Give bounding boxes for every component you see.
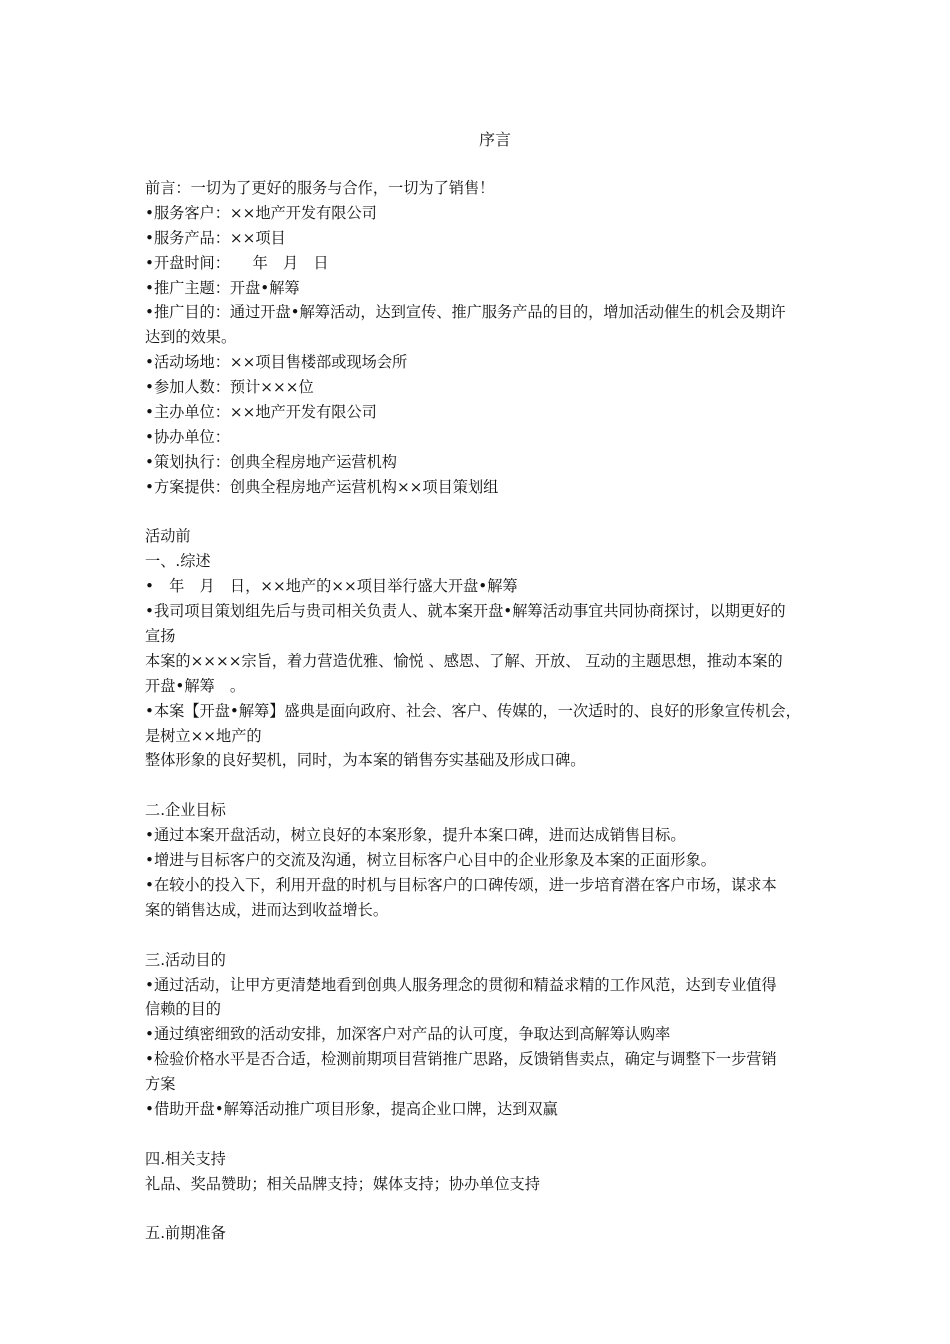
section-gap xyxy=(145,773,857,798)
document-body xyxy=(145,176,857,1246)
text-line: •推广主题：开盘•解筹 xyxy=(145,278,300,297)
text-line: • 年 月 日，××地产的××项目举行盛大开盘•解筹 xyxy=(145,577,518,596)
text-line: •我司项目策划组先后与贵司相关负责人、就本案开盘•解筹活动事宜共同协商探讨，以期更好的 xyxy=(145,602,786,621)
text-line: •策划执行：创典全程房地产运营机构 xyxy=(145,452,397,471)
text-line: 案的销售达成，进而达到收益增长。 xyxy=(145,900,388,919)
text-line: •开盘时间： 年 月 日 xyxy=(145,253,329,272)
text-line: 前言：一切为了更好的服务与合作，一切为了销售！ xyxy=(145,179,495,197)
document-section xyxy=(145,524,857,773)
text-line: 信赖的目的 xyxy=(145,1000,221,1019)
document-section xyxy=(145,1221,857,1246)
document-section xyxy=(145,176,857,500)
text-line: •方案提供：创典全程房地产运营机构××项目策划组 xyxy=(145,477,499,496)
section-gap xyxy=(145,1122,857,1147)
text-line: 方案 xyxy=(145,1075,176,1094)
text-line: 整体形象的良好契机，同时，为本案的销售夯实基础及形成口碑。 xyxy=(145,751,586,770)
text-line: •参加人数：预计×××位 xyxy=(145,378,314,397)
document-section xyxy=(145,1147,857,1197)
text-line: •活动场地：××项目售楼部或现场会所 xyxy=(145,353,408,372)
text-line: 宣扬 xyxy=(145,627,176,646)
text-line: 礼品、奖品赞助；相关品牌支持；媒体支持；协办单位支持 xyxy=(145,1174,540,1193)
text-line: 是树立××地产的 xyxy=(145,726,262,745)
text-line: 本案的××××宗旨，着力营造优雅、愉悦 、感恩、了解、开放、 互动的主题思想，推动本案的 xyxy=(145,651,783,670)
text-line: 开盘•解筹 。 xyxy=(145,676,246,695)
document-section xyxy=(145,798,857,922)
text-line: •借助开盘•解筹活动推广项目形象，提高企业口牌，达到双赢 xyxy=(145,1099,558,1118)
text-line: 四.相关支持 xyxy=(145,1149,226,1168)
text-line: •通过本案开盘活动，树立良好的本案形象，提升本案口碑，进而达成销售目标。 xyxy=(145,826,686,845)
text-line: 一、.综述 xyxy=(145,552,211,571)
section-gap xyxy=(145,923,857,948)
text-line: 五.前期准备 xyxy=(145,1224,226,1243)
text-line: 三.活动目的 xyxy=(145,950,226,969)
text-line: •推广目的：通过开盘•解筹活动，达到宣传、推广服务产品的目的，增加活动催生的机会及期许 xyxy=(145,303,786,322)
text-line: •本案【开盘•解筹】盛典是面向政府、社会、客户、传媒的，一次适时的、良好的形象宣传机会， xyxy=(145,701,801,720)
text-line: •增进与目标客户的交流及沟通，树立目标客户心目中的企业形象及本案的正面形象。 xyxy=(145,851,716,870)
text-line: •通过缜密细致的活动安排，加深客户对产品的认可度，争取达到高解筹认购率 xyxy=(145,1025,671,1044)
text-line: •通过活动，让甲方更清楚地看到创典人服务理念的贯彻和精益求精的工作风范，达到专业值得 xyxy=(145,975,777,994)
text-line: •检验价格水平是否合适，检测前期项目营销推广思路，反馈销售卖点，确定与调整下一步营销 xyxy=(145,1050,777,1069)
text-line: •协办单位： xyxy=(145,427,230,446)
text-line: •服务产品：××项目 xyxy=(145,228,286,247)
text-line: •服务客户：××地产开发有限公司 xyxy=(145,203,377,222)
text-line: 二.企业目标 xyxy=(145,801,226,820)
text-line: 达到的效果。 xyxy=(145,328,237,347)
section-gap xyxy=(145,1197,857,1222)
document-section xyxy=(145,948,857,1122)
text-line: •在较小的投入下，利用开盘的时机与目标客户的口碑传颂，进一步培育潜在客户市场，谋求本 xyxy=(145,875,777,894)
text-line: 活动前 xyxy=(145,527,191,546)
document-title: 序言 xyxy=(478,130,511,149)
section-gap xyxy=(145,500,857,525)
text-line: •主办单位：××地产开发有限公司 xyxy=(145,403,377,422)
